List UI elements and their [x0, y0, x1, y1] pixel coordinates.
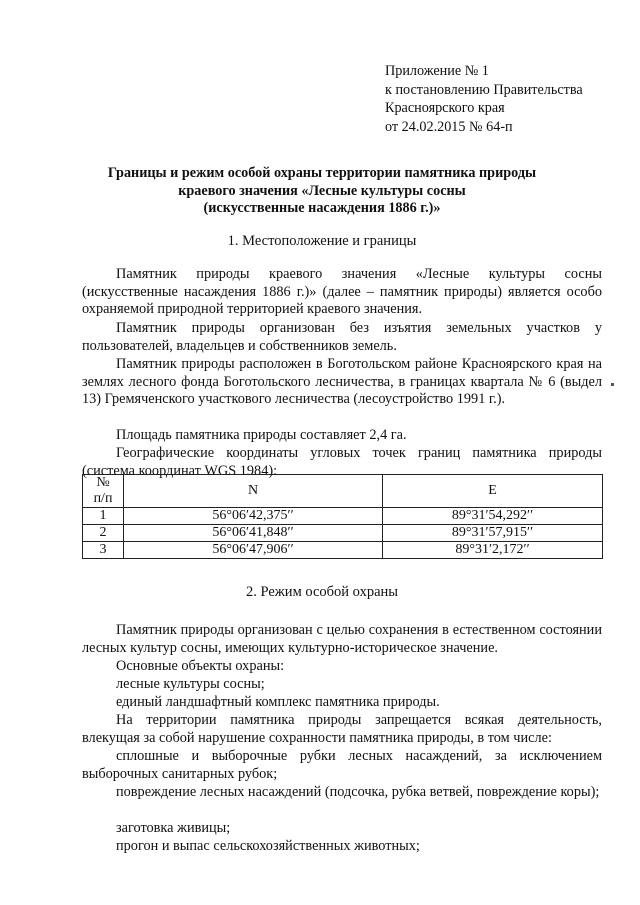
header-num-line: №: [96, 475, 110, 490]
table-row: [83, 525, 603, 542]
paragraph: Памятник природы организован без изъятия земельных участков у пользователей, владельцев и собственников земель.: [82, 320, 602, 354]
header-num-line: п/п: [93, 491, 113, 506]
paragraph: Памятник природы организован с целью сохранения в естественном состоянии лесных культур сосны, имеющих культурно-историческое значение.: [82, 622, 602, 656]
appendix-line: от 24.02.2015 № 64-п: [385, 118, 513, 135]
paragraph: сплошные и выборочные рубки лесных насаждений, за исключением выборочных санитарных рубок;: [82, 748, 602, 782]
paragraph: заготовка живицы;: [116, 820, 231, 836]
paragraph: Основные объекты охраны:: [116, 658, 285, 674]
header-n: N: [124, 475, 383, 508]
cell-n: 56°06′41,848′′: [124, 525, 383, 542]
header-e: E: [383, 475, 603, 508]
cell-e: 89°31′54,292′′: [383, 508, 603, 525]
paragraph: Памятник природы краевого значения «Лесные культуры сосны (искусственные насаждения 1886 г.)» (далее – памятник природы) является особо охраняемой природной территорией краевого значения.: [82, 266, 602, 317]
cell-e: 89°31′2,172′′: [383, 542, 603, 559]
cell-e: 89°31′57,915′′: [383, 525, 603, 542]
appendix-line: Красноярского края: [385, 100, 505, 116]
paragraph: лесные культуры сосны;: [116, 676, 265, 692]
header-num: [83, 475, 124, 508]
table-header-row: [83, 475, 603, 508]
title-line: (искусственные насаждения 1886 г.)»: [203, 200, 441, 216]
table-row: [83, 542, 603, 559]
cell-n: 56°06′42,375′′: [124, 508, 383, 525]
cell-num: 3: [83, 542, 124, 559]
paragraph: повреждение лесных насаждений (подсочка, рубка ветвей, повреждение коры);: [116, 784, 600, 800]
paragraph: Площадь памятника природы составляет 2,4 га.: [116, 427, 407, 443]
section-heading: 1. Местоположение и границы: [227, 233, 417, 249]
coordinates-table: [82, 474, 603, 559]
title-line: Границы и режим особой охраны территории памятника природы: [107, 165, 537, 181]
document-title: [82, 165, 562, 218]
section-heading: 2. Режим особой охраны: [245, 584, 399, 600]
paragraph: прогон и выпас сельскохозяйственных животных;: [116, 838, 420, 854]
scan-mark: [611, 383, 614, 386]
paragraph: На территории памятника природы запрещается всякая деятельность, влекущая за собой нарушение сохранности памятника природы, в том числе:: [82, 712, 602, 746]
appendix-line: к постановлению Правительства: [385, 81, 583, 98]
cell-num: 1: [83, 508, 124, 525]
paragraph: единый ландшафтный комплекс памятника природы.: [116, 694, 440, 710]
cell-num: 2: [83, 525, 124, 542]
cell-n: 56°06′47,906′′: [124, 542, 383, 559]
appendix-header: [385, 62, 583, 136]
title-line: краевого значения «Лесные культуры сосны: [178, 182, 466, 199]
appendix-line: Приложение № 1: [385, 63, 489, 79]
paragraph: Памятник природы расположен в Боготольском районе Красноярского края на землях лесного фонда Боготольского лесничества, в границах квартала № 6 (выдел 13) Гремяченского участкового лесничества (лесоустройство 1991 г.).: [82, 356, 602, 407]
paragraph: Географические координаты угловых точек границ памятника природы (система координат WGS 1984):: [82, 445, 602, 479]
table-row: [83, 508, 603, 525]
